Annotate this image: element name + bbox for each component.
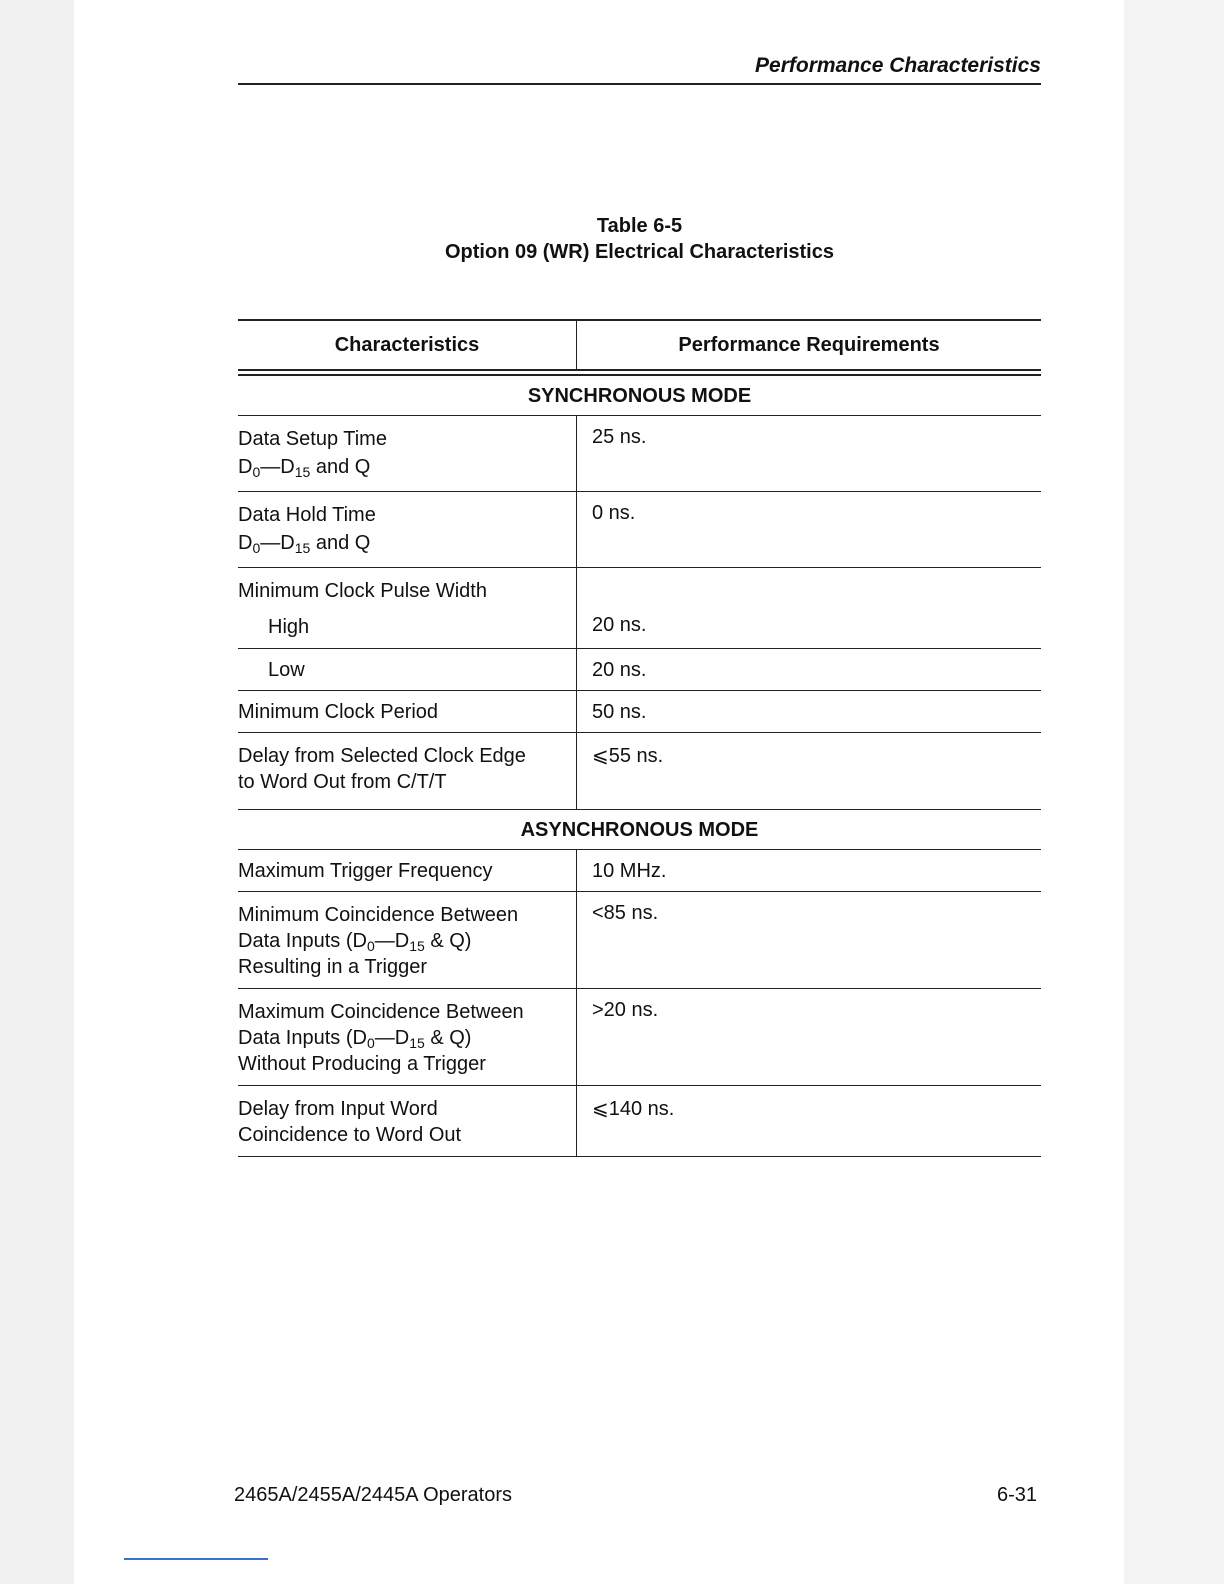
table-title: Option 09 (WR) Electrical Characteristics (444, 241, 834, 263)
row-label: Minimum Clock Pulse Width (238, 580, 487, 602)
row-label: Minimum Clock Period (238, 691, 577, 732)
table-row (238, 691, 1041, 733)
footer-manual-title: 2465A/2455A/2445A Operators (234, 1484, 512, 1506)
row-value: 0 ns. (592, 502, 636, 524)
table-row (238, 1086, 1041, 1157)
blue-underline-mark (124, 1558, 268, 1560)
table-number: Table 6-5 (596, 215, 683, 237)
row-label: Data Setup Time (238, 428, 387, 450)
row-value: 50 ns. (592, 701, 647, 723)
row-value: >20 ns. (592, 999, 659, 1021)
row-label-cont: Resulting in a Trigger (238, 956, 427, 978)
row-label: Maximum Trigger Frequency (238, 850, 577, 891)
scan-margin-left (0, 0, 74, 1584)
table-row (238, 850, 1041, 892)
scan-margin-right (1124, 0, 1224, 1584)
row-sublabel: $D_0—D_{15}$ and Q (238, 532, 371, 556)
header-rule (238, 83, 1041, 85)
table-row (238, 492, 1041, 568)
row-label: Maximum Coincidence Between (238, 1001, 524, 1023)
row-label: Delay from Input Word (238, 1098, 438, 1120)
running-head: Performance Characteristics (755, 54, 1041, 77)
table-header-row (238, 319, 1041, 369)
row-label-cont: to Word Out from C/T/T (238, 771, 447, 793)
row-sublabel-high: High (268, 616, 310, 638)
table-row (238, 649, 1041, 691)
row-label-cont: Coincidence to Word Out (238, 1124, 462, 1146)
row-value: ⩽140 ns. (592, 1098, 675, 1120)
header-double-rule (238, 369, 1041, 376)
row-sublabel: $D_0—D_{15}$ and Q (238, 456, 371, 480)
column-header-performance: Performance Requirements (678, 333, 940, 356)
row-value: 20 ns. (592, 659, 647, 681)
table-row (238, 416, 1041, 492)
row-value: ⩽55 ns. (592, 745, 664, 767)
row-label: Low (238, 649, 577, 690)
row-label: Delay from Selected Clock Edge (238, 745, 526, 767)
table-row (238, 892, 1041, 989)
footer-page-number: 6-31 (996, 1484, 1037, 1506)
row-label-cont: Data Inputs ($D_0—D_{15}$ & Q) (238, 1027, 472, 1051)
table-row (238, 989, 1041, 1086)
characteristics-table (238, 319, 1041, 1157)
row-value: 10 MHz. (592, 860, 667, 882)
row-label-cont: Data Inputs ($D_0—D_{15}$ & Q) (238, 930, 472, 954)
section-asynchronous-mode: ASYNCHRONOUS MODE (238, 810, 1041, 850)
row-value: 25 ns. (592, 426, 647, 448)
row-label: Data Hold Time (238, 504, 376, 526)
table-row (238, 733, 1041, 810)
table-row (238, 568, 1041, 649)
row-label: Minimum Coincidence Between (238, 904, 519, 926)
row-value: <85 ns. (592, 902, 659, 924)
column-header-characteristics: Characteristics (238, 321, 577, 369)
section-synchronous-mode: SYNCHRONOUS MODE (238, 376, 1041, 416)
row-label-cont: Without Producing a Trigger (238, 1053, 486, 1075)
row-value: 20 ns. (592, 614, 647, 636)
